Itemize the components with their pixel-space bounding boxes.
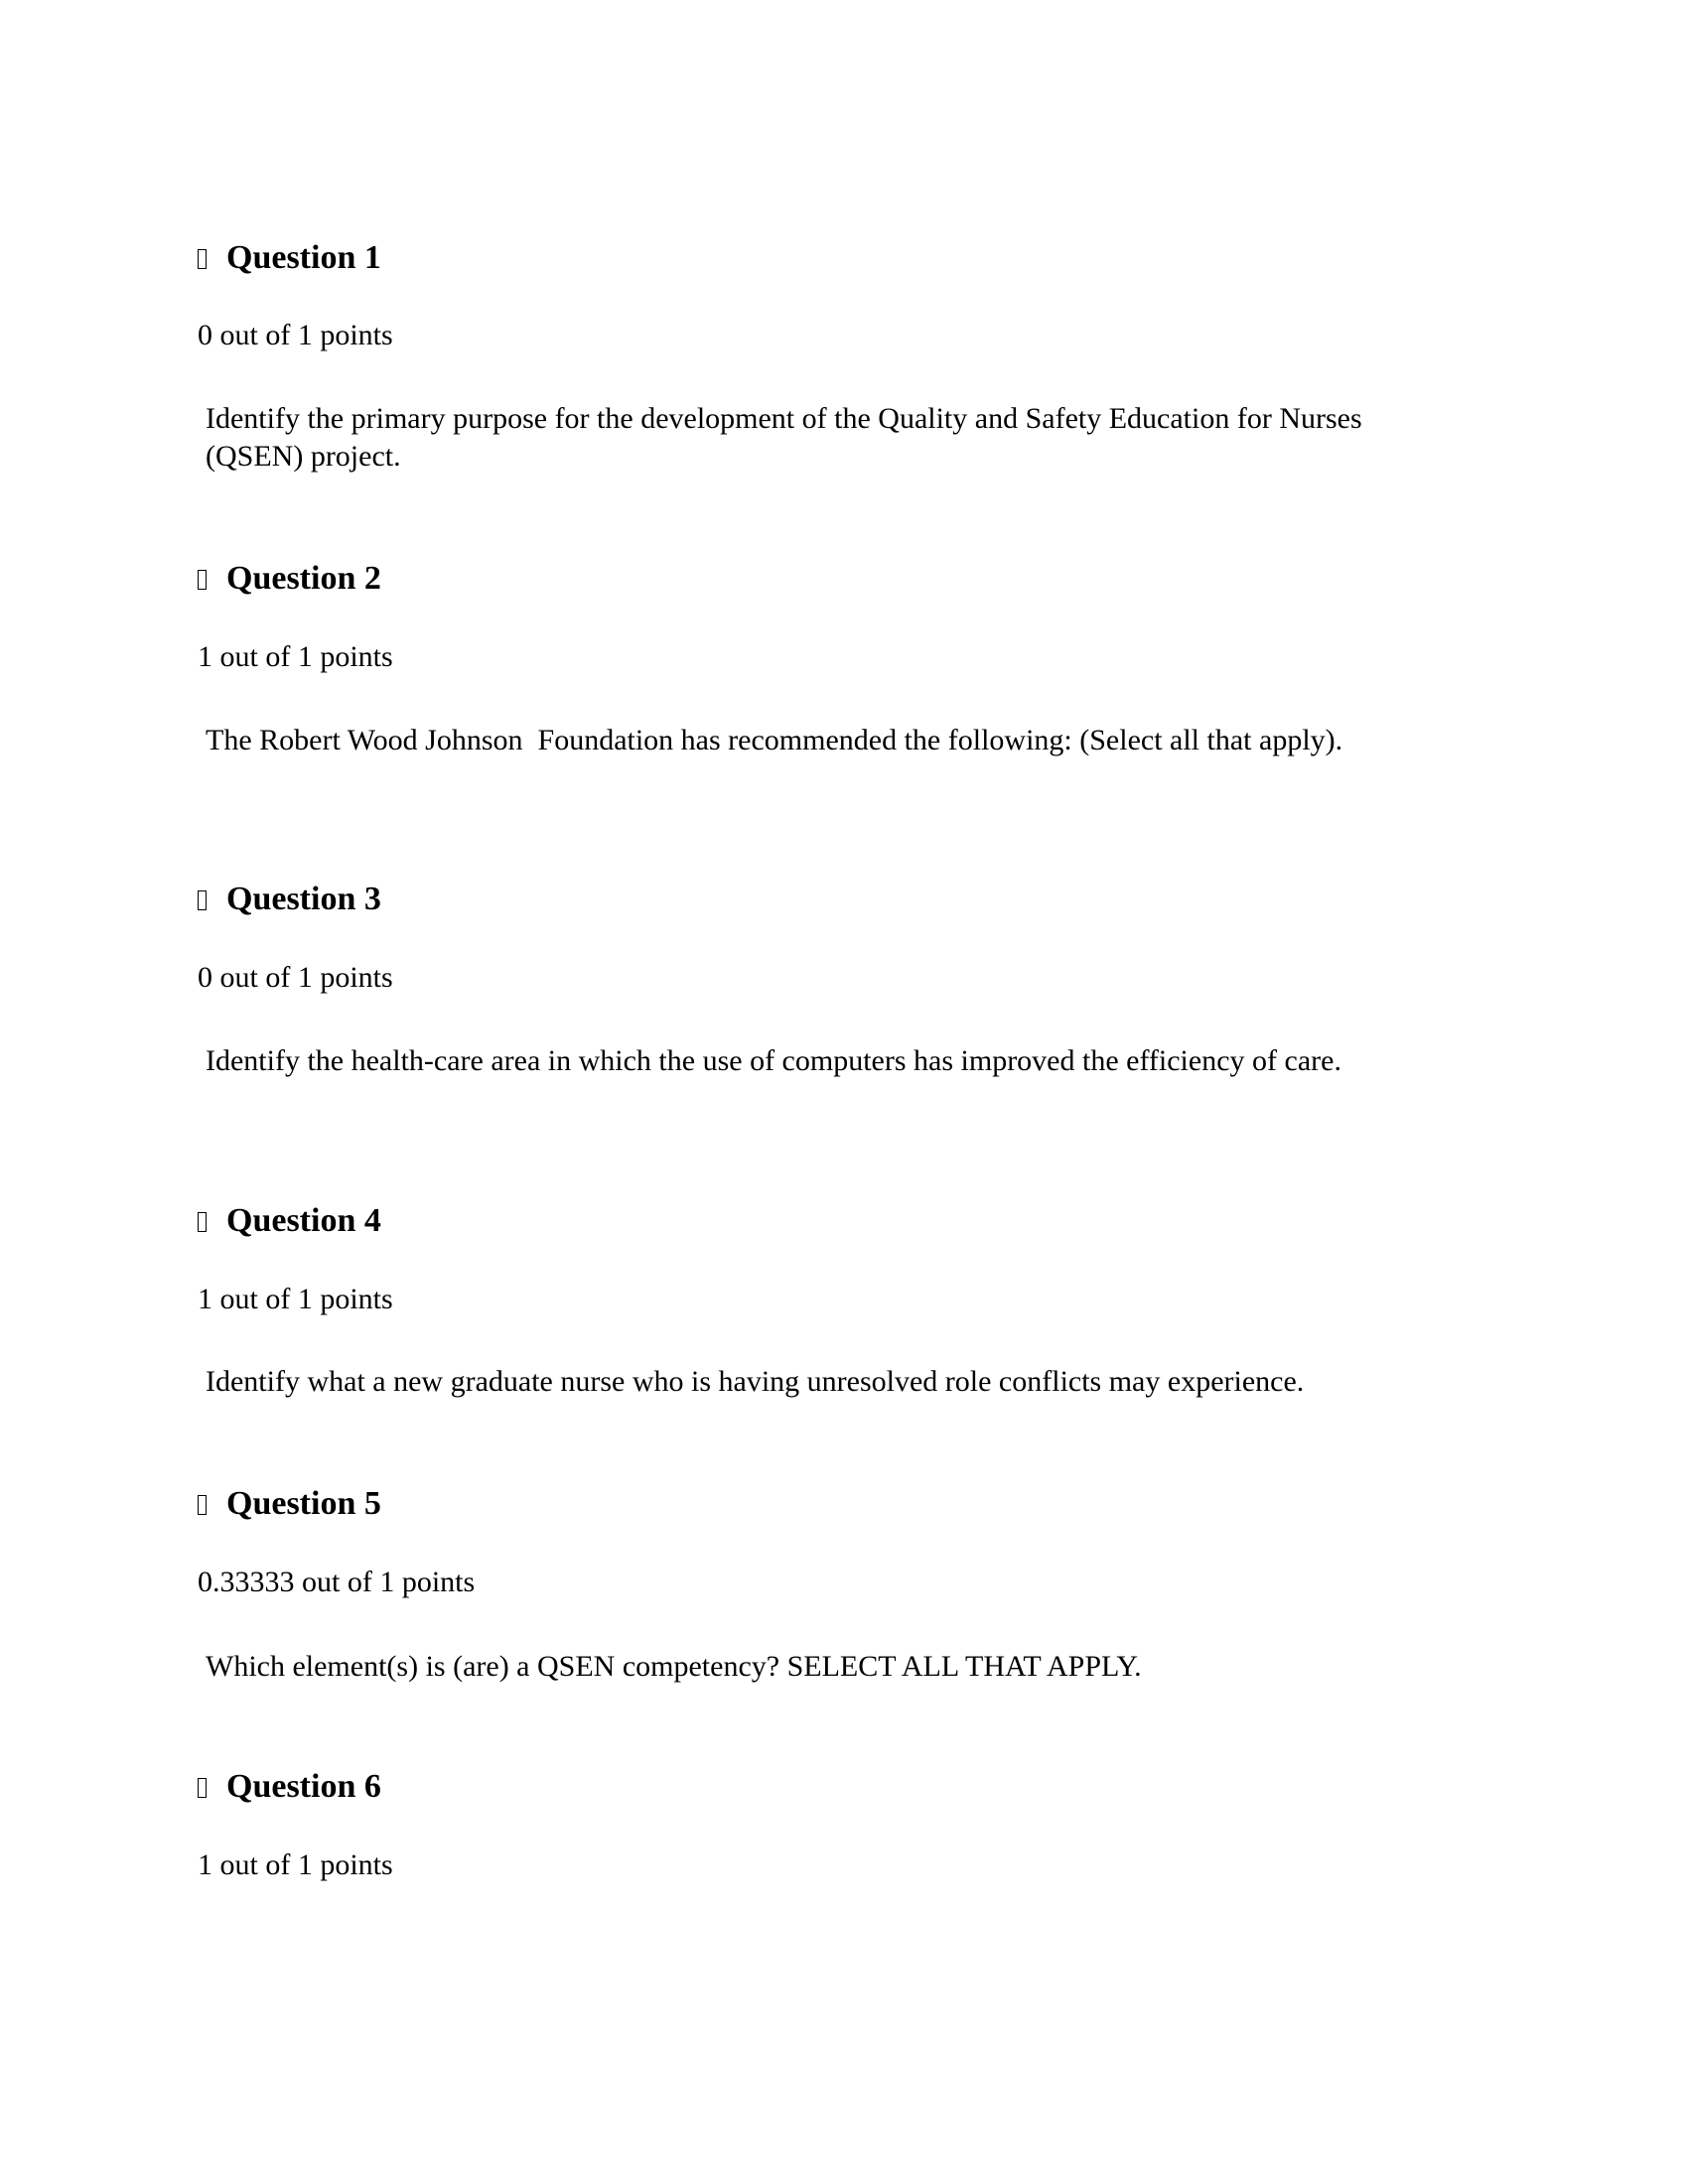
question-score: 1 out of 1 points <box>198 640 393 673</box>
question-heading <box>198 1201 381 1241</box>
missing-glyph-icon <box>198 570 207 590</box>
question-heading <box>198 238 381 278</box>
question-prompt: The Robert Wood Johnson Foundation has recommended the following: (Select all that apply). <box>206 724 1343 756</box>
question-prompt: Which element(s) is (are) a QSEN competency? SELECT ALL THAT APPLY. <box>206 1650 1142 1683</box>
question-prompt: Identify the health-care area in which the use of computers has improved the efficiency of care. <box>206 1044 1341 1077</box>
missing-glyph-icon <box>198 249 207 269</box>
question-score: 1 out of 1 points <box>198 1283 393 1315</box>
question-title: Question 1 <box>226 239 381 276</box>
missing-glyph-icon <box>198 1778 207 1798</box>
question-title: Question 2 <box>226 560 381 597</box>
missing-glyph-icon <box>198 890 207 910</box>
question-score: 1 out of 1 points <box>198 1848 393 1881</box>
question-score: 0.33333 out of 1 points <box>198 1566 476 1598</box>
question-title: Question 4 <box>226 1202 381 1239</box>
question-heading <box>198 559 381 599</box>
question-title: Question 5 <box>226 1485 381 1522</box>
question-prompt: Identify what a new graduate nurse who is having unresolved role conflicts may experience. <box>206 1365 1305 1398</box>
missing-glyph-icon <box>198 1212 207 1232</box>
question-title: Question 3 <box>226 881 381 917</box>
question-heading <box>198 1767 381 1807</box>
question-heading <box>198 1484 381 1524</box>
question-score: 0 out of 1 points <box>198 319 393 351</box>
question-prompt: Identify the primary purpose for the development of the Quality and Safety Education for Nurses (QSEN) project. <box>206 402 1362 473</box>
question-title: Question 6 <box>226 1768 381 1805</box>
question-score: 0 out of 1 points <box>198 961 393 994</box>
missing-glyph-icon <box>198 1495 207 1515</box>
question-heading <box>198 880 381 919</box>
